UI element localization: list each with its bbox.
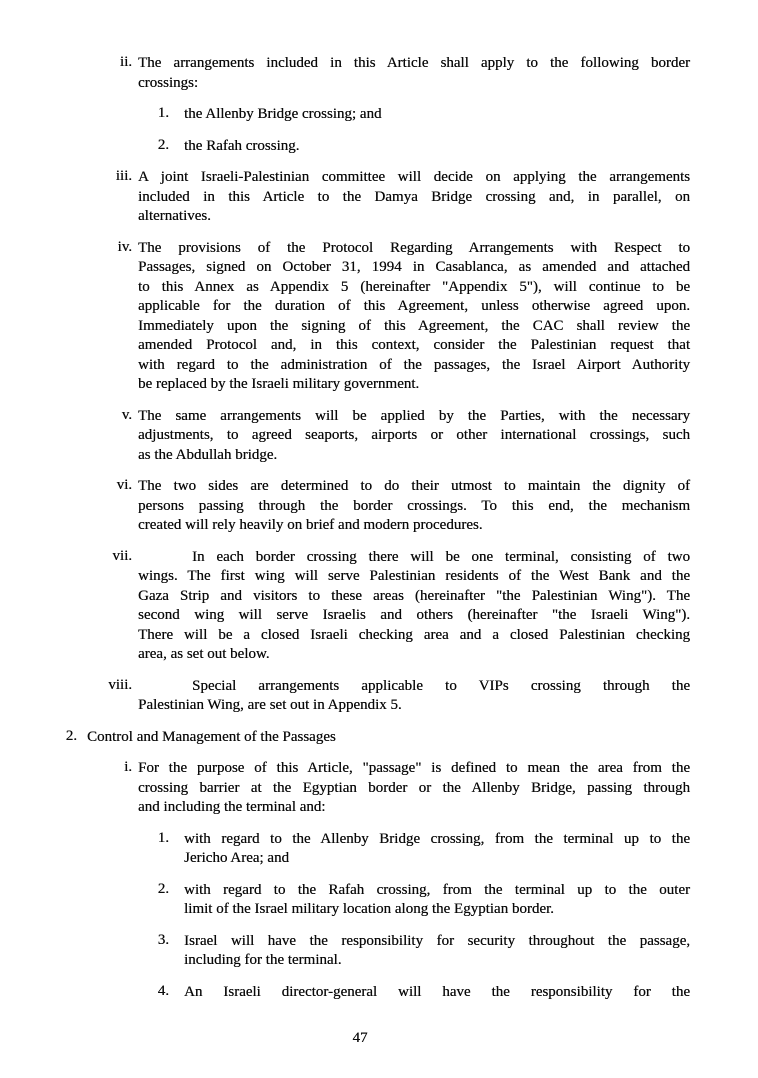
text-line: with regard to the Rafah crossing, from the terminal up to the outer (184, 881, 690, 898)
item-text (138, 239, 690, 395)
text-line: created will rely heavily on brief and modern procedures. (138, 517, 483, 533)
roman-list-item (0, 168, 690, 227)
text-line: with regard to the administration of the passages, the Israel Airport Authority (138, 356, 690, 373)
item-label: 2. (157, 880, 169, 897)
text-line: to this Annex as Appendix 5 (hereinafter "Appendix 5"), will continue to be (138, 278, 690, 295)
document-body (0, 54, 690, 1014)
numbered-subitem (0, 137, 690, 157)
item-text (184, 105, 690, 125)
roman-list-item (0, 54, 690, 93)
item-label: 3. (157, 931, 169, 948)
item-label: i. (124, 759, 132, 775)
item-text (138, 477, 690, 536)
item-label: 2. (157, 136, 169, 153)
text-line: the Rafah crossing. (184, 137, 300, 154)
numbered-subitem (0, 932, 690, 971)
text-line: including for the terminal. (184, 952, 342, 968)
item-text (138, 548, 690, 665)
text-line: The provisions of the Protocol Regarding Arrangements with Respect to (138, 239, 690, 256)
text-line: For the purpose of this Article, "passage" is defined to mean the area from the (138, 760, 690, 776)
numbered-subitem (0, 105, 690, 125)
text-line: A joint Israeli-Palestinian committee will decide on applying the arrangements (138, 169, 690, 185)
text-line: Passages, signed on October 31, 1994 in Casablanca, as amended and attached (138, 259, 690, 275)
roman-list-item (0, 239, 690, 395)
item-label: 2. (65, 727, 77, 744)
text-line: Palestinian Wing, are set out in Appendix 5. (138, 697, 402, 713)
item-text (138, 759, 690, 818)
text-line: wings. The first wing will serve Palestinian residents of the West Bank and the (138, 568, 690, 584)
text-line: with regard to the Allenby Bridge crossing, from the terminal up to the (184, 830, 690, 847)
text-line: the Allenby Bridge crossing; and (184, 106, 382, 122)
item-text (184, 983, 690, 1003)
text-line: The two sides are determined to do their utmost to maintain the dignity of (138, 478, 690, 494)
section-heading (0, 728, 690, 748)
text-line: There will be a closed Israeli checking area and a closed Palestinian checking (138, 626, 690, 643)
item-label: vi. (116, 477, 132, 493)
item-label: iv. (117, 238, 132, 255)
text-line: and including the terminal and: (138, 799, 326, 815)
roman-list-item (0, 407, 690, 466)
item-text (184, 830, 690, 869)
text-line: Gaza Strip and visitors to these areas (hereinafter "the Palestinian Wing"). The (138, 587, 690, 604)
text-line: Jericho Area; and (184, 850, 289, 866)
text-line: Special arrangements applicable to VIPs crossing through the (192, 677, 690, 694)
item-label: 1. (157, 105, 169, 121)
text-line: second wing will serve Israelis and others (hereinafter "the Israeli Wing"). (138, 607, 690, 623)
item-text (87, 728, 690, 748)
item-text (138, 407, 690, 466)
item-text (184, 881, 690, 920)
item-text (138, 168, 690, 227)
item-label: 4. (157, 982, 169, 999)
text-line: be replaced by the Israeli military government. (138, 376, 420, 392)
roman-list-item (0, 548, 690, 665)
numbered-subitem (0, 830, 690, 869)
text-line: Immediately upon the signing of this Agreement, the CAC shall review the (138, 317, 690, 334)
item-label: iii. (115, 168, 132, 184)
text-line: In each border crossing there will be one terminal, consisting of two (192, 548, 690, 565)
text-line: included in this Article to the Damya Bridge crossing and, in parallel, on (138, 188, 690, 205)
item-text (184, 932, 690, 971)
item-label: vii. (112, 547, 132, 564)
page-number: 47 (352, 1030, 368, 1046)
text-line: amended Protocol and, in this context, consider the Palestinian request that (138, 337, 690, 353)
text-line: Control and Management of the Passages (87, 728, 336, 745)
text-line: Israel will have the responsibility for security throughout the passage, (184, 932, 690, 949)
text-line: adjustments, to agreed seaports, airports or other international crossings, such (138, 427, 690, 443)
text-line: crossings: (138, 74, 198, 91)
text-line: The arrangements included in this Article shall apply to the following border (138, 55, 690, 71)
roman-list-item (0, 477, 690, 536)
text-line: The same arrangements will be applied by the Parties, with the necessary (138, 407, 690, 424)
text-line: persons passing through the border crossings. To this end, the mechanism (138, 497, 690, 514)
text-line: limit of the Israel military location along the Egyptian border. (184, 901, 554, 917)
item-text (138, 677, 690, 716)
roman-list-item (0, 677, 690, 716)
item-text (184, 137, 690, 157)
item-text (138, 54, 690, 93)
text-line: applicable for the duration of this Agreement, unless otherwise agreed upon. (138, 298, 690, 314)
text-line: alternatives. (138, 208, 211, 224)
numbered-subitem (0, 881, 690, 920)
item-label: v. (121, 406, 132, 423)
text-line: as the Abdullah bridge. (138, 446, 278, 463)
text-line: An Israeli director-general will have the responsibility for the (184, 983, 690, 1000)
text-line: area, as set out below. (138, 646, 270, 662)
item-label: ii. (119, 54, 132, 70)
text-line: crossing barrier at the Egyptian border or the Allenby Bridge, passing through (138, 779, 690, 796)
item-label: 1. (157, 829, 169, 846)
item-label: viii. (108, 676, 132, 693)
numbered-subitem (0, 983, 690, 1003)
roman-list-item (0, 759, 690, 818)
